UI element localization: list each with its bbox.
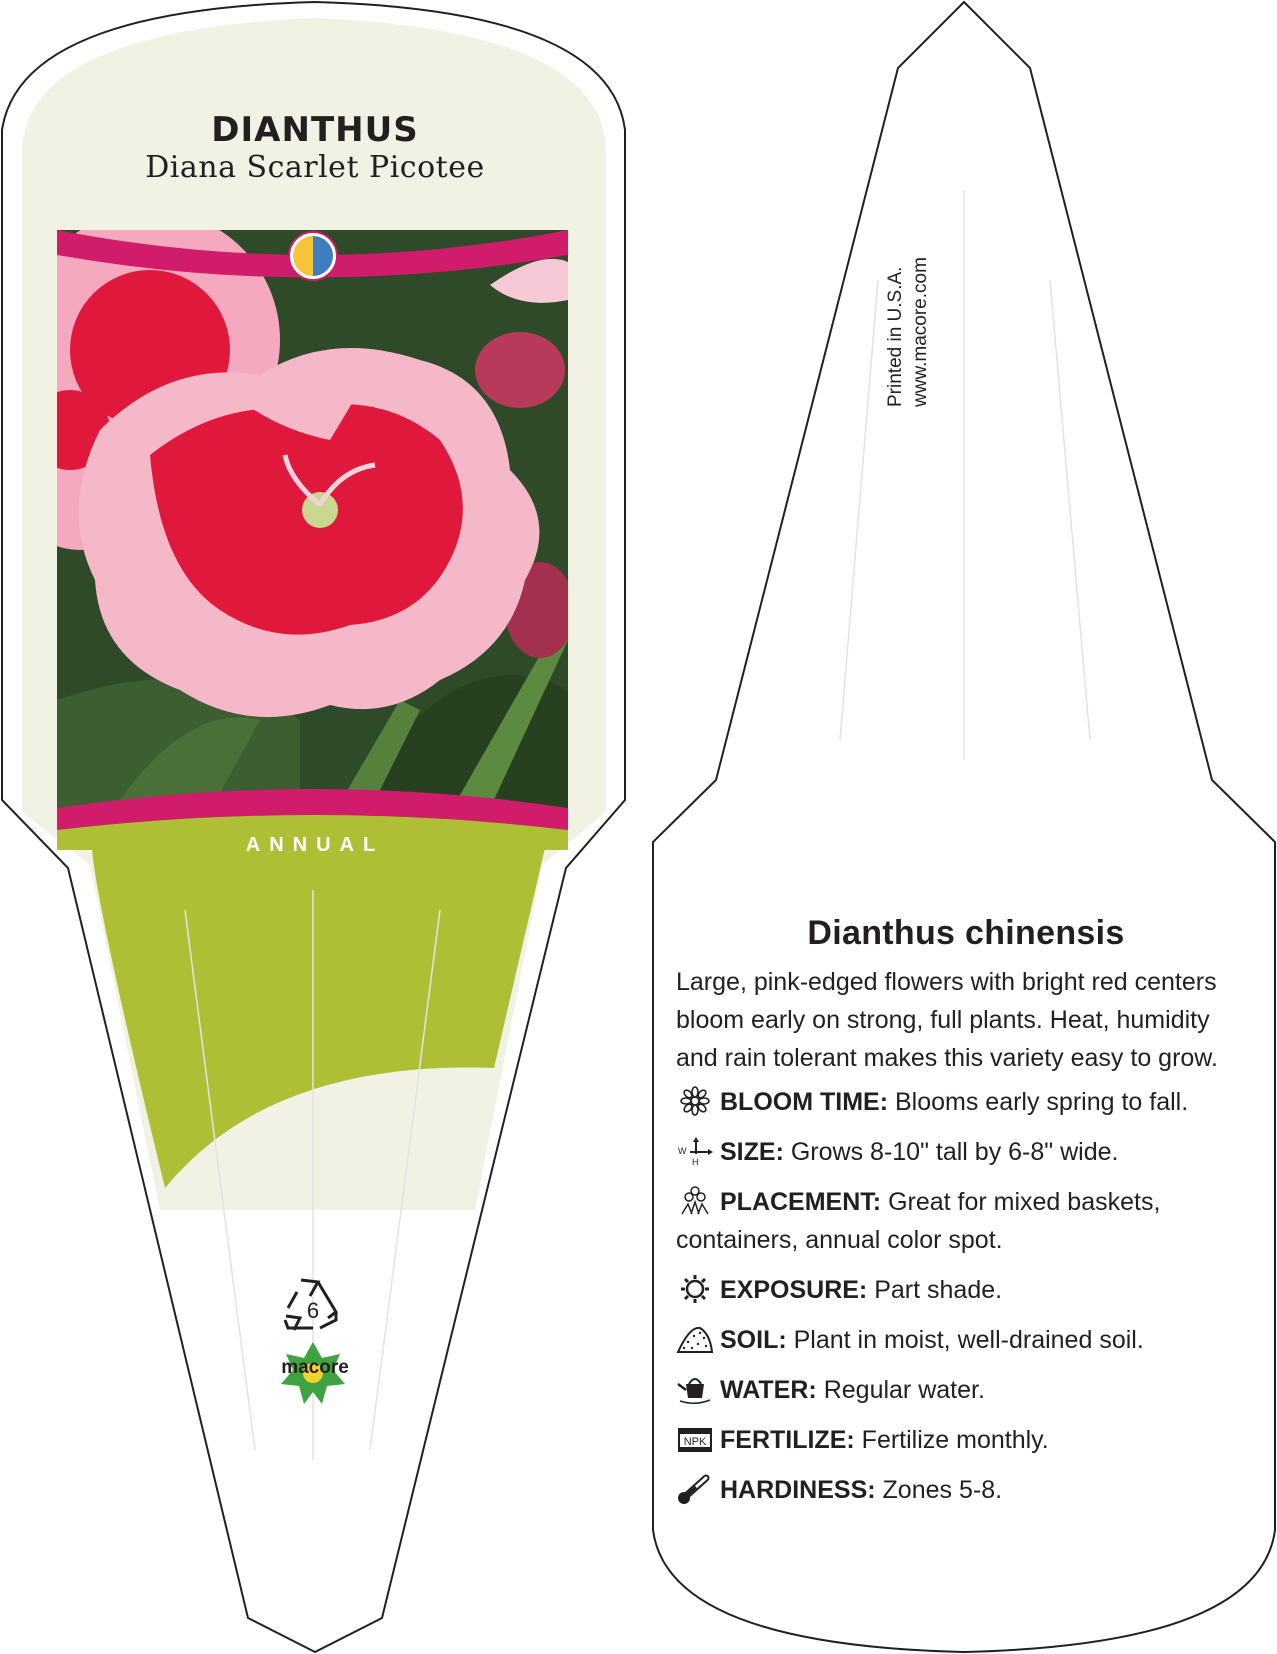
care-item-size bbox=[676, 1133, 1256, 1171]
species-name: Dianthus chinensis bbox=[807, 914, 1125, 952]
care-item-soil bbox=[676, 1321, 1256, 1359]
category-label: ANNUAL bbox=[245, 834, 385, 856]
care-label: PLACEMENT: bbox=[720, 1188, 882, 1216]
care-text: Great for mixed baskets, containers, annual color spot. bbox=[676, 1188, 1161, 1254]
care-item-bloom bbox=[676, 1083, 1256, 1121]
variety-name: Diana Scarlet Picotee bbox=[145, 150, 485, 185]
size-icon bbox=[676, 1136, 714, 1166]
care-item-hardiness bbox=[676, 1471, 1256, 1509]
sun-icon bbox=[676, 1274, 714, 1304]
flower-icon bbox=[676, 1086, 714, 1116]
care-text: Zones 5-8. bbox=[882, 1476, 1003, 1504]
care-text: Grows 8-10" tall by 6-8" wide. bbox=[790, 1138, 1119, 1166]
common-name: DIANTHUS bbox=[211, 110, 419, 150]
thermometer-icon bbox=[676, 1474, 714, 1504]
soil-icon bbox=[676, 1324, 714, 1354]
care-list bbox=[676, 1083, 1256, 1509]
svg-text:H: H bbox=[692, 1157, 699, 1166]
light-indicator-icon bbox=[289, 232, 337, 280]
svg-text:NPK: NPK bbox=[683, 1436, 707, 1448]
care-label: FERTILIZE: bbox=[720, 1426, 855, 1454]
placement-icon bbox=[676, 1186, 714, 1216]
printed-in: Printed in U.S.A. bbox=[885, 266, 906, 407]
care-text: Blooms early spring to fall. bbox=[894, 1088, 1189, 1116]
care-item-water bbox=[676, 1371, 1256, 1409]
care-item-placement bbox=[676, 1183, 1256, 1259]
care-label: EXPOSURE: bbox=[720, 1276, 868, 1304]
care-label: BLOOM TIME: bbox=[720, 1088, 889, 1116]
care-item-exposure bbox=[676, 1271, 1256, 1309]
website: www.macore.com bbox=[910, 257, 931, 407]
care-label: HARDINESS: bbox=[720, 1476, 876, 1504]
flower-photo bbox=[10, 210, 575, 830]
logo-text: macore bbox=[281, 1357, 349, 1378]
care-label: SOIL: bbox=[720, 1326, 787, 1354]
watering-can-icon bbox=[676, 1374, 714, 1404]
care-label: WATER: bbox=[720, 1376, 817, 1404]
care-text: Plant in moist, well-drained soil. bbox=[793, 1326, 1144, 1354]
printed-note bbox=[883, 207, 933, 407]
care-text: Regular water. bbox=[823, 1376, 985, 1404]
care-item-fertilize bbox=[676, 1421, 1256, 1459]
recycle-number: 6 bbox=[306, 1298, 320, 1323]
fertilizer-icon bbox=[676, 1424, 714, 1454]
back-info bbox=[676, 914, 1256, 1521]
care-label: SIZE: bbox=[720, 1138, 784, 1166]
description: Large, pink-edged flowers with bright red centers bloom early on strong, full plants. Heat, humidity and rain tolerant makes this variety easy to grow. bbox=[676, 968, 1218, 1072]
care-text: Part shade. bbox=[874, 1276, 1003, 1304]
svg-text:W: W bbox=[678, 1146, 687, 1156]
care-text: Fertilize monthly. bbox=[861, 1426, 1049, 1454]
